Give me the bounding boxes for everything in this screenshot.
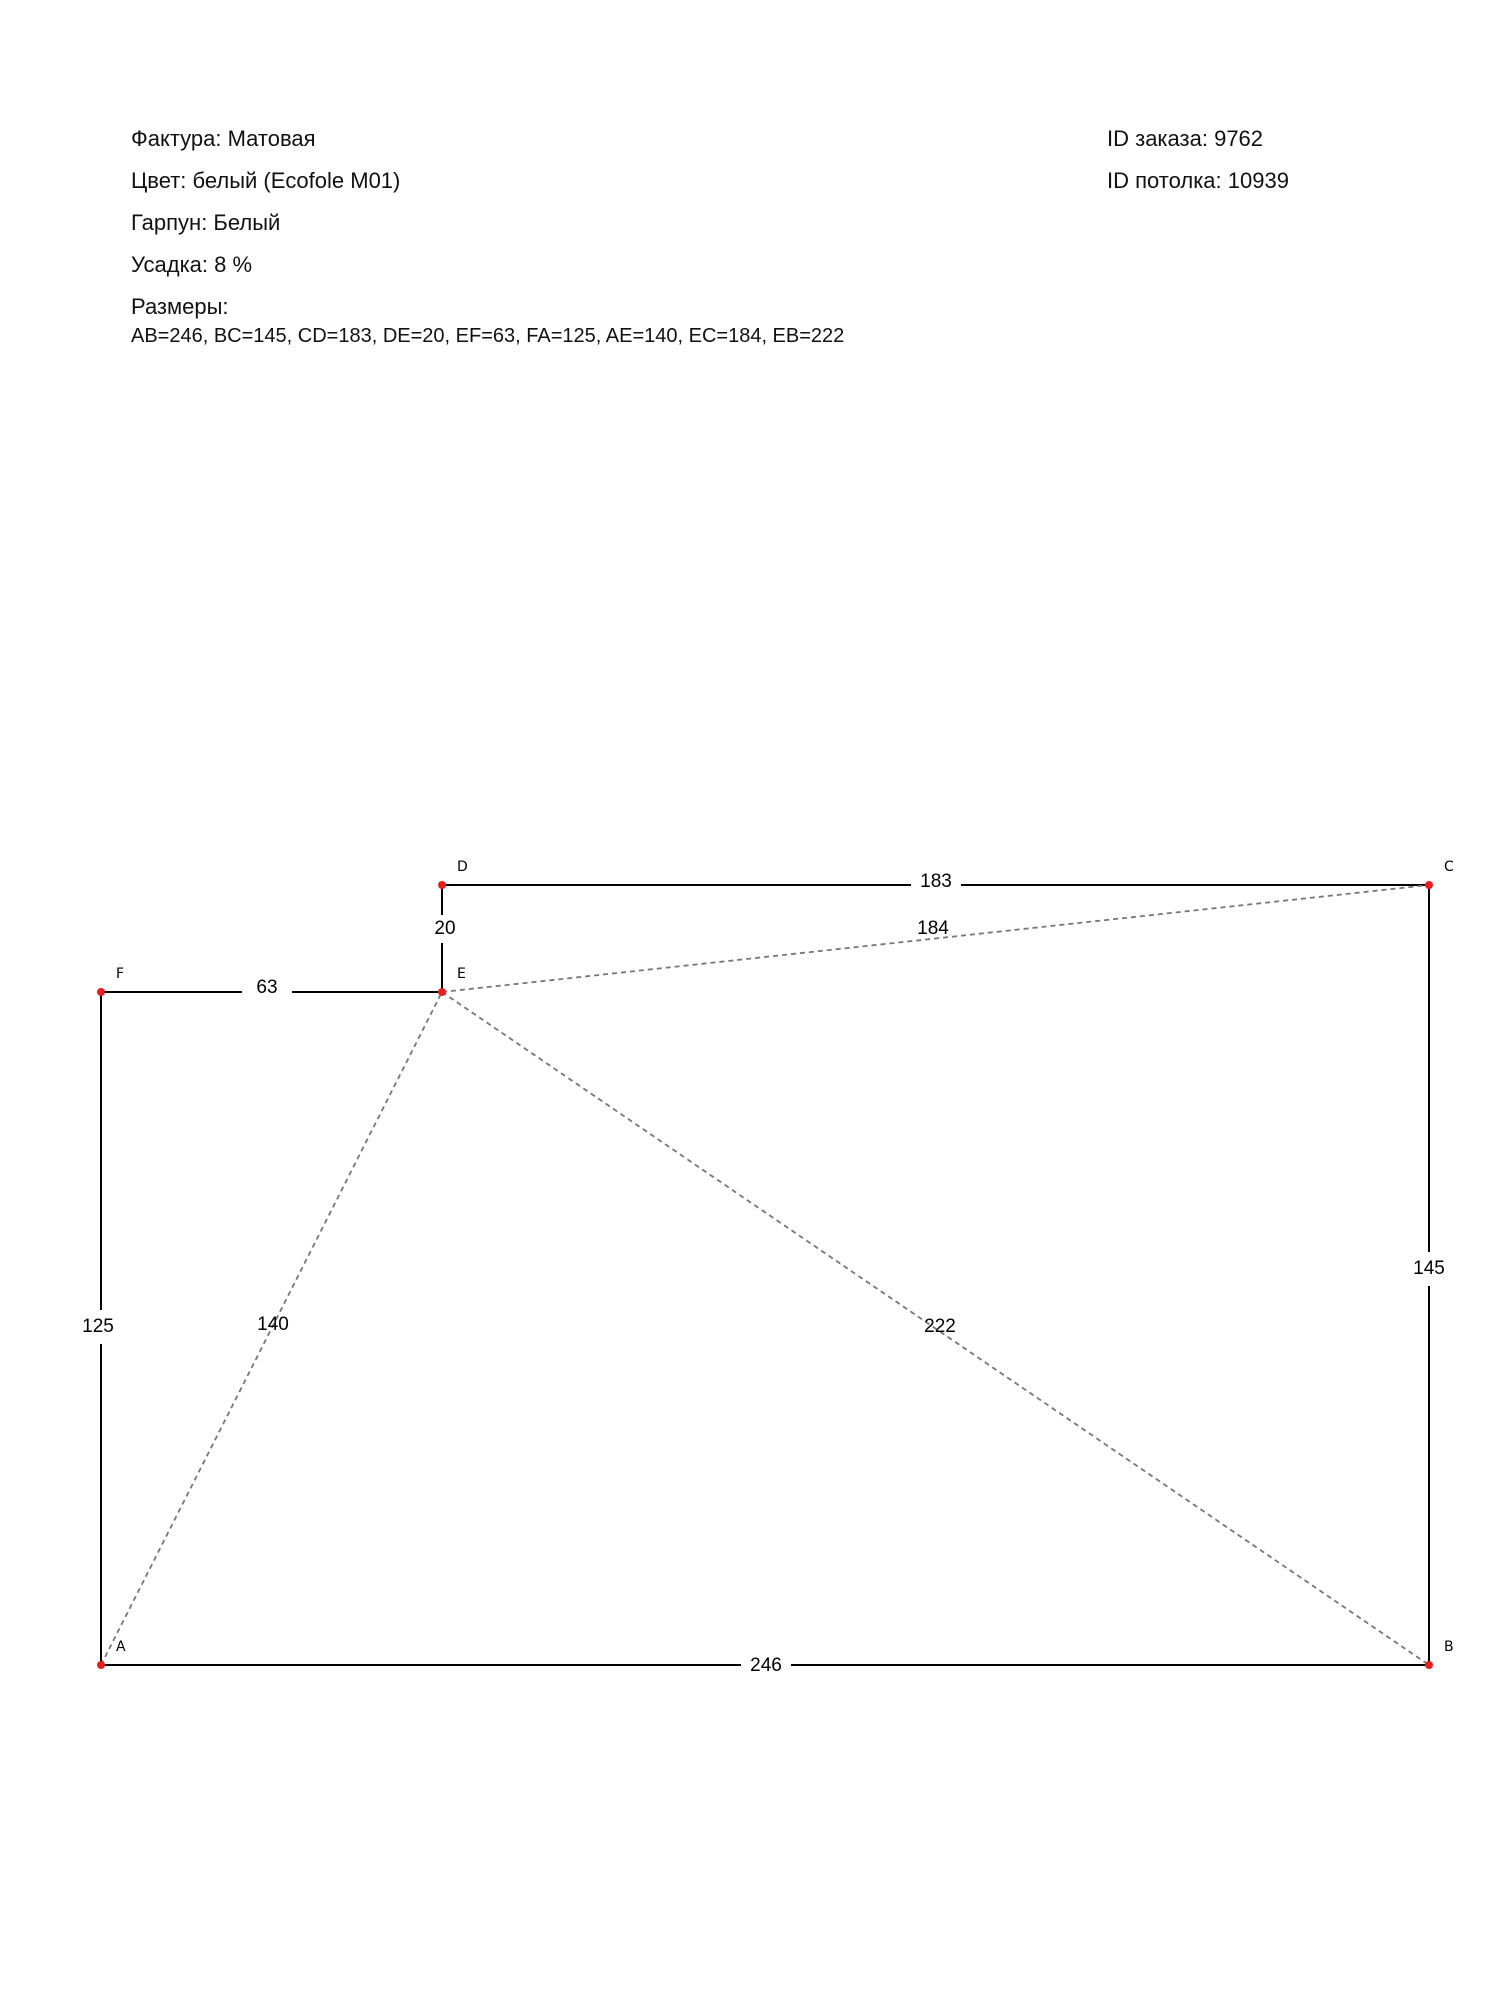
shrinkage-text: Усадка: 8 % xyxy=(131,252,253,277)
edge-f-a-label: 125 xyxy=(82,1316,114,1338)
edges xyxy=(101,885,1429,1665)
vertex-f-label: F xyxy=(116,966,125,982)
order-id-text: ID заказа: 9762 xyxy=(1107,126,1264,151)
vertices xyxy=(97,859,1454,1669)
vertex-e-dot xyxy=(438,988,446,996)
edge-b-c-label: 145 xyxy=(1413,1258,1445,1280)
edge-e-b-label: 222 xyxy=(924,1316,956,1338)
sizes-title: Размеры: xyxy=(131,294,229,319)
vertex-f-dot xyxy=(97,988,105,996)
edge-c-d-label: 183 xyxy=(920,871,952,893)
color-text: Цвет: белый (Ecofole M01) xyxy=(131,168,401,193)
vertex-b-label: B xyxy=(1444,1639,1454,1655)
ceiling-id-text: ID потолка: 10939 xyxy=(1107,168,1289,193)
harpoon-text: Гарпун: Белый xyxy=(131,210,281,235)
vertex-d-label: D xyxy=(457,859,468,875)
edge-e-f-label: 63 xyxy=(256,977,278,999)
edge-e-c-label: 184 xyxy=(917,918,949,940)
vertex-b-dot xyxy=(1425,1661,1433,1669)
sizes-values: AB=246, BC=145, CD=183, DE=20, EF=63, FA=125, AE=140, EC=184, EB=222 xyxy=(131,325,845,347)
edge-labels xyxy=(82,871,1445,1676)
edge-a-e-label: 140 xyxy=(257,1314,289,1336)
vertex-d-dot xyxy=(438,881,446,889)
vertex-c-label: C xyxy=(1444,859,1454,875)
vertex-a-label: A xyxy=(116,1639,126,1655)
vertex-c-dot xyxy=(1425,881,1433,889)
edge-a-b-label: 246 xyxy=(750,1655,782,1677)
vertex-a-dot xyxy=(97,1661,105,1669)
texture-text: Фактура: Матовая xyxy=(131,126,316,151)
edge-d-e-label: 20 xyxy=(434,918,456,940)
vertex-e-label: E xyxy=(457,966,466,982)
